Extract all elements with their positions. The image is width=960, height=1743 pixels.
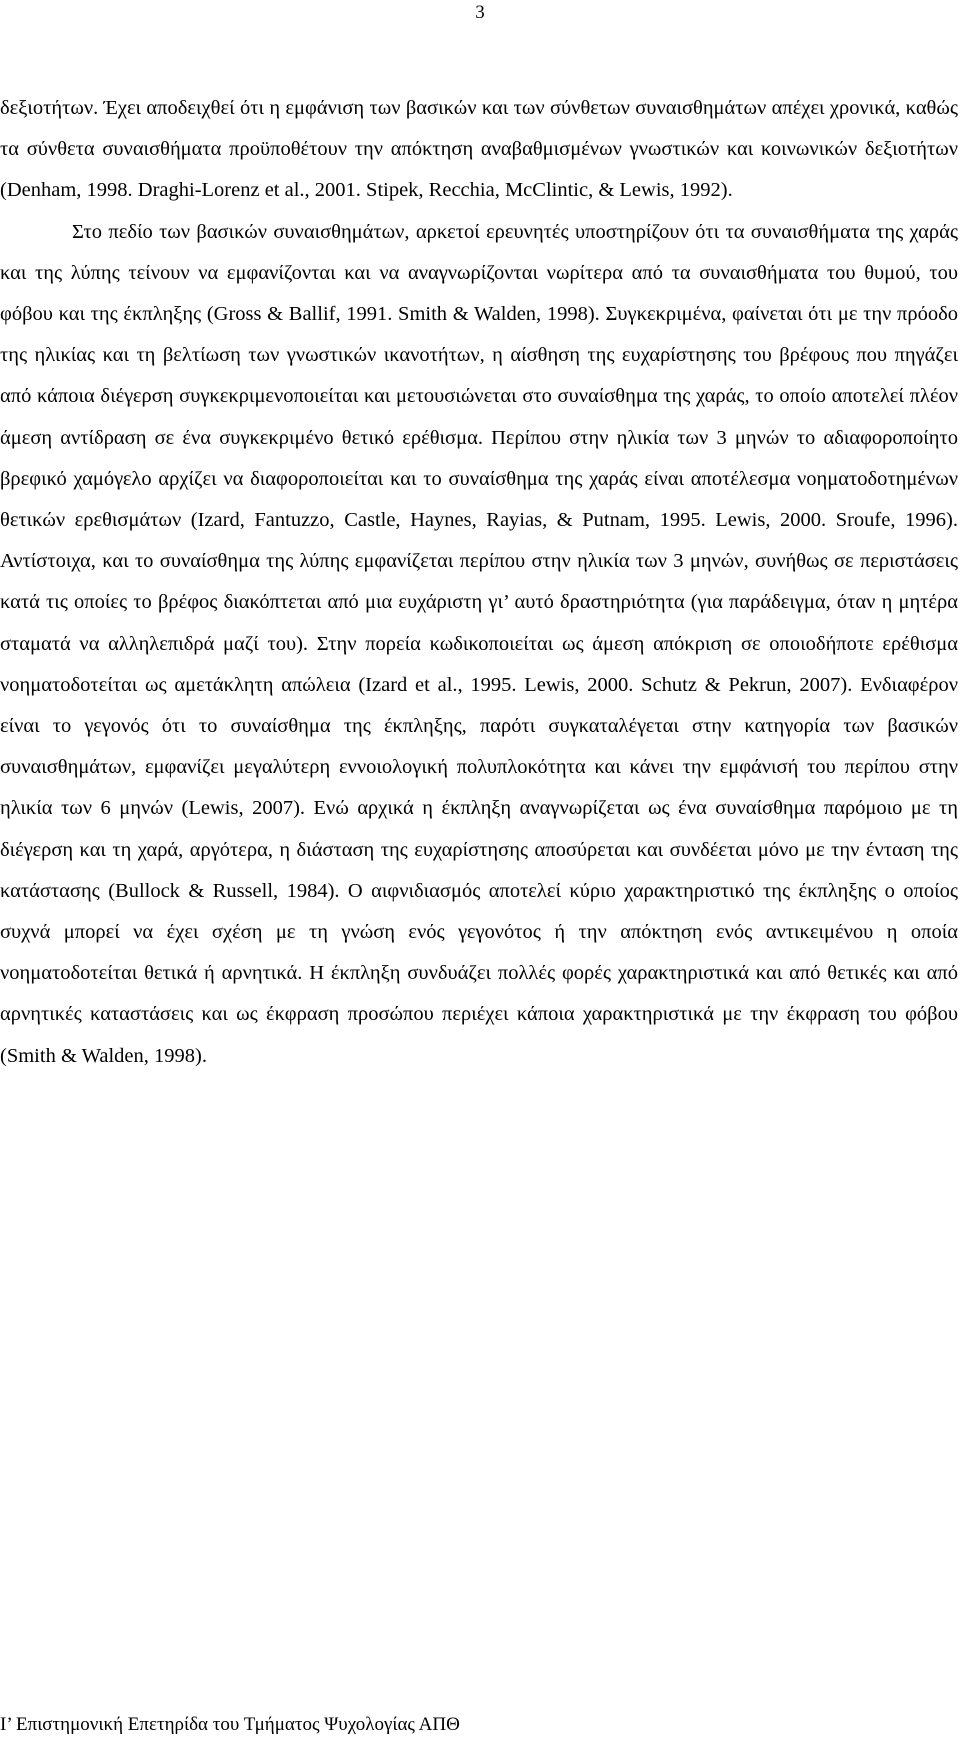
paragraph: δεξιοτήτων. Έχει αποδειχθεί ότι η εμφάνιση των βασικών και των σύνθετων συναισθημάτων απέχει χρονικά, καθώς τα σύνθετα συναισθήματα προϋποθέτουν την απόκτηση αναβαθμισμένων γνωστικών και κοινωνικών δεξιοτήτων (Denham, 1998. Draghi-Lorenz et al., 2001. Stipek, Recchia, McClintic, & Lewis, 1992).: [0, 97, 958, 202]
paragraph: Στο πεδίο των βασικών συναισθημάτων, αρκετοί ερευνητές υποστηρίζουν ότι τα συναισθήματα της χαράς και της λύπης τείνουν να εμφανίζονται και να αναγνωρίζονται νωρίτερα από τα συναισθήματα του θυμού, του φόβου και της έκπληξης (Gross & Ballif, 1991. Smith & Walden, 1998). Συγκεκριμένα, φαίνεται ότι με την πρόοδο της ηλικίας και τη βελτίωση των γνωστικών ικανοτήτων, η αίσθηση της ευχαρίστησης του βρέφους που πηγάζει από κάποια διέγερση συγκεκριμενοποιείται και μετουσιώνεται στο συναίσθημα της χαράς, το οποίο αποτελεί πλέον άμεση αντίδραση σε ένα συγκεκριμένο θετικό ερέθισμα. Περίπου στην ηλικία των 3 μηνών το αδιαφοροποίητο βρεφικό χαμόγελο αρχίζει να διαφοροποιείται και το συναίσθημα της χαράς είναι αποτέλεσμα νοηματοδοτημένων θετικών ερεθισμάτων (Izard, Fantuzzo, Castle, Haynes, Rayias, & Putnam, 1995. Lewis, 2000. Sroufe, 1996). Αντίστοιχα, και το συναίσθημα της λύπης εμφανίζεται περίπου στην ηλικία των 3 μηνών, συνήθως σε περιστάσεις κατά τις οποίες το βρέφος διακόπτεται από μια ευχάριστη γι’ αυτό δραστηριότητα (για παράδειγμα, όταν η μητέρα σταματά να αλληλεπιδρά μαζί του). Στην πορεία κωδικοποιείται ως άμεση απόκριση σε οποιοδήποτε ερέθισμα νοηματοδοτείται ως αμετάκλητη απώλεια (Izard et al., 1995. Lewis, 2000. Schutz & Pekrun, 2007). Ενδιαφέρον είναι το γεγονός ότι το συναίσθημα της έκπληξης, παρότι συγκαταλέγεται στην κατηγορία των βασικών συναισθημάτων, εμφανίζει μεγαλύτερη εννοιολογική πολυπλοκότητα και κάνει την εμφάνισή του περίπου στην ηλικία των 6 μηνών (Lewis, 2007). Ενώ αρχικά η έκπληξη αναγνωρίζεται ως ένα συναίσθημα παρόμοιο με τη διέγερση και τη χαρά, αργότερα, η διάσταση της ευχαρίστησης αποσύρεται και συνδέεται μόνο με την ένταση της κατάστασης (Bullock & Russell, 1984). Ο αιφνιδιασμός αποτελεί κύριο χαρακτηριστικό της έκπληξης ο οποίος συχνά μπορεί να έχει σχέση με τη γνώση ενός γεγονότος ή την απόκτηση ενός αντικειμένου η οποία νοηματοδοτείται θετικά ή αρνητικά. Η έκπληξη συνδυάζει πολλές φορές χαρακτηριστικά και από θετικές και από αρνητικές καταστάσεις και ως έκφραση προσώπου περιέχει κάποια χαρακτηριστικά με την έκφραση του φόβου (Smith & Walden, 1998).: [0, 220, 958, 1067]
body-text: [0, 88, 958, 1077]
page-footer: Ι’ Επιστημονική Επετηρίδα του Τμήματος Ψυχολογίας ΑΠΘ: [0, 1714, 460, 1735]
page-number: 3: [475, 2, 485, 23]
